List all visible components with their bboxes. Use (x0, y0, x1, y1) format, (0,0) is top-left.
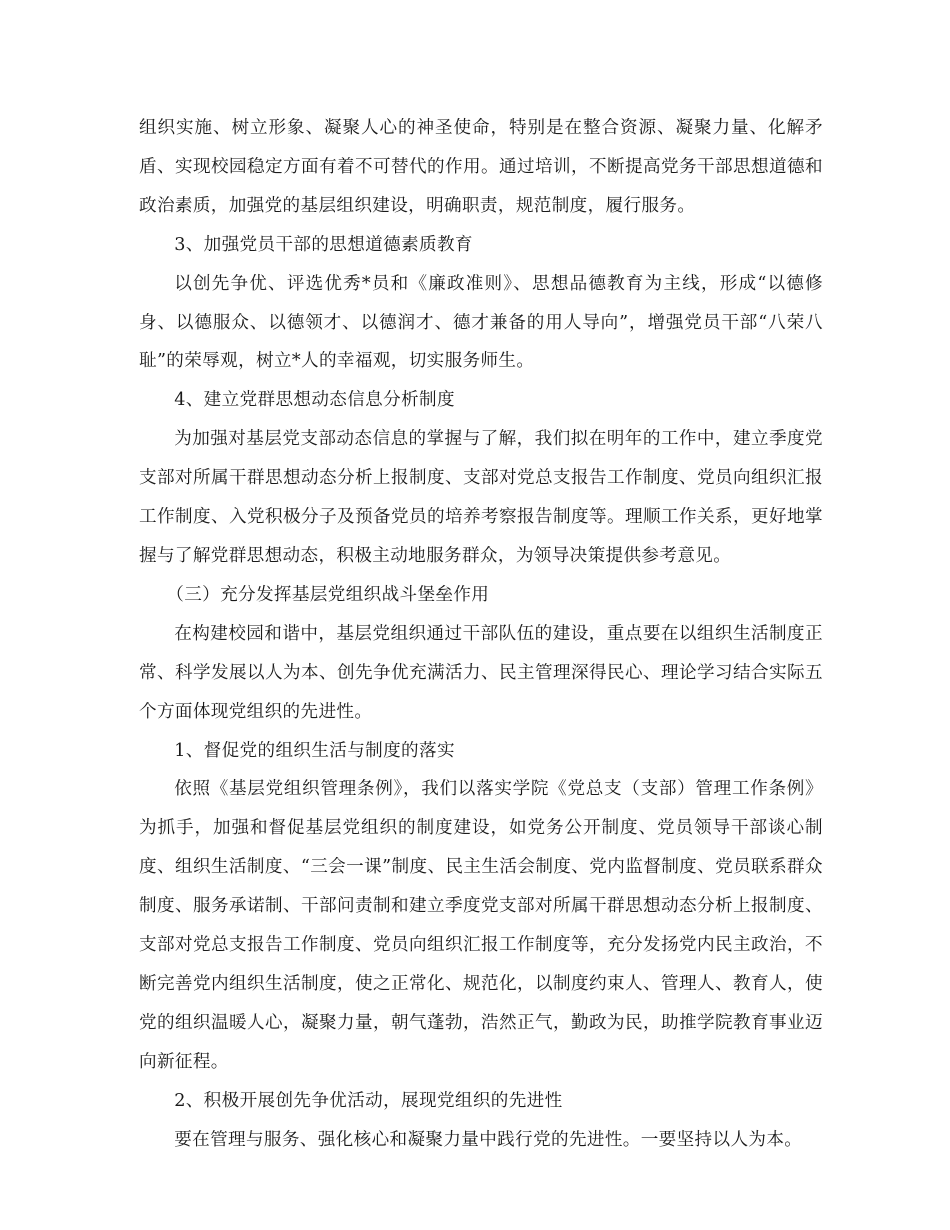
paragraph-continuation: 组织实施、树立形象、凝聚人心的神圣使命，特别是在整合资源、凝聚力量、化解矛盾、实现校园稳定方面有着不可替代的作用。通过培训，不断提高党务干部思想道德和政治素质，加强党的基层组织建设，明确职责，规范制度，履行服务。 (139, 118, 823, 216)
section-subheading-3: （三）充分发挥基层党组织战斗堡垒作用 (166, 584, 490, 605)
section-heading-1: 1、督促党的组织生活与制度的落实 (174, 740, 455, 761)
paragraph: 依照《基层党组织管理条例》，我们以落实学院《党总支（支部）管理工作条例》为抓手，加强和督促基层党组织的制度建设，如党务公开制度、党员领导干部谈心制度、组织生活制度、“三会一课”制度、民主生活会制度、党内监督制度、党员联系群众制度、服务承诺制、干部问责制和建立季度党支部对所属干群思想动态分析上报制度、支部对党总支报告工作制度、党员向组织汇报工作制度等，充分发扬党内民主政治，不断完善党内组织生活制度，使之正常化、规范化，以制度约束人、管理人、教育人，使党的组织温暖人心，凝聚力量，朝气蓬勃，浩然正气，勤政为民，助推学院教育事业迈向新征程。 (139, 779, 823, 1072)
paragraph: 为加强对基层党支部动态信息的掌握与了解，我们拟在明年的工作中，建立季度党支部对所属干群思想动态分析上报制度、支部对党总支报告工作制度、党员向组织汇报工作制度、入党积极分子及预备党员的培养考察报告制度等。理顺工作关系，更好地掌握与了解党群思想动态，积极主动地服务群众，为领导决策提供参考意见。 (139, 429, 823, 566)
paragraph: 以创先争优、评选优秀*员和《廉政准则》、思想品德教育为主线，形成“以德修身、以德服众、以德领才、以德润才、德才兼备的用人导向”，增强党员干部“八荣八耻”的荣辱观，树立*人的幸福观，切实服务师生。 (139, 273, 823, 372)
paragraph: 在构建校园和谐中，基层党组织通过干部队伍的建设，重点要在以组织生活制度正常、科学发展以人为本、创先争优充满活力、民主管理深得民心、理论学习结合实际五个方面体现党组织的先进性。 (139, 623, 823, 722)
document-page (139, 109, 823, 1159)
section-heading-3: 3、加强党员干部的思想道德素质教育 (174, 234, 473, 255)
section-heading-4: 4、建立党群思想动态信息分析制度 (174, 390, 455, 411)
paragraph: 要在管理与服务、强化核心和凝聚力量中践行党的先进性。一要坚持以人为本。 (174, 1129, 803, 1150)
section-heading-2: 2、积极开展创先争优活动，展现党组织的先进性 (174, 1090, 563, 1111)
